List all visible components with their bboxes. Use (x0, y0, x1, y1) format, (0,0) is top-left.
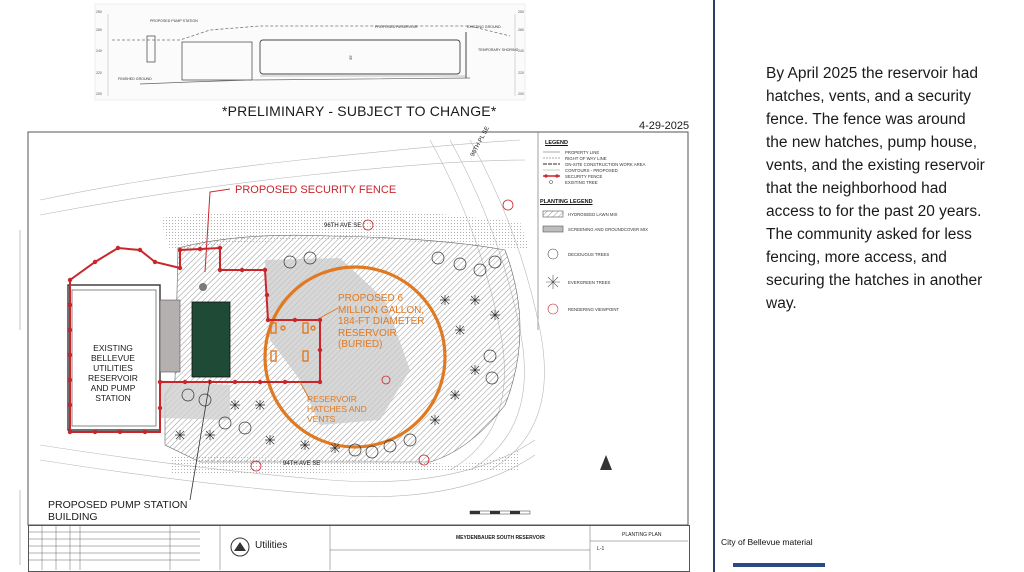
legend-item: CONTOURS - PROPOSED (565, 168, 618, 173)
svg-text:260: 260 (96, 28, 102, 32)
plan-date: 4-29-2025 (639, 120, 690, 132)
title-block-project-name: MEYDENBAUER SOUTH RESERVOIR (456, 535, 545, 541)
planting-legend-item: DECIDUOUS TREES (568, 252, 610, 257)
title-block-sheet-title: PLANTING PLAN (622, 532, 662, 538)
label-proposed-pump-station-building: PROPOSED PUMP STATION BUILDING (48, 499, 188, 523)
planting-legend-title: PLANTING LEGEND (540, 199, 593, 205)
svg-text:35': 35' (348, 54, 353, 60)
proposed-pump-station-building (192, 302, 230, 377)
title-block-sheet-number: L-1 (597, 546, 605, 552)
section-label-finished-ground: FINISHED GROUND (118, 77, 152, 81)
image-credit: City of Bellevue material (721, 537, 813, 547)
legend-item: PROPERTY LINE (565, 150, 600, 155)
svg-text:250: 250 (518, 10, 524, 14)
legend-item: ON-SITE CONSTRUCTION WORK AREA (565, 162, 646, 167)
label-proposed-reservoir: PROPOSED 6 MILLION GALLON, 184-FT DIAMETER RESERVOIR (BURIED) (338, 293, 425, 350)
svg-text:250: 250 (96, 10, 102, 14)
svg-text:220: 220 (96, 71, 102, 75)
svg-text:240: 240 (96, 49, 102, 53)
svg-text:260: 260 (518, 28, 524, 32)
svg-text:220: 220 (518, 71, 524, 75)
section-label-pump: PROPOSED PUMP STATION (150, 19, 198, 23)
legend-title: LEGEND (545, 140, 568, 146)
legend-item: RIGHT OF WAY LINE (565, 156, 607, 161)
label-street-94th: 94TH AVE SE (283, 461, 321, 467)
svg-text:200: 200 (96, 92, 102, 96)
label-existing-reservoir: EXISTING BELLEVUE UTILITIES RESERVOIR AND PUMP STATION (88, 343, 138, 403)
label-proposed-security-fence: PROPOSED SECURITY FENCE (235, 184, 397, 196)
planting-legend-item: EVERGREEN TREES (568, 280, 611, 285)
svg-text:240: 240 (518, 49, 524, 53)
slide-divider (713, 0, 715, 572)
section-label-reservoir: PROPOSED RESERVOIR (375, 25, 418, 29)
preliminary-note: *PRELIMINARY - SUBJECT TO CHANGE* (222, 103, 497, 119)
legend-item: SECURITY FENCE (565, 174, 603, 179)
section-label-shoring: TEMPORARY SHORING (478, 48, 519, 52)
label-hatches-and-vents: RESERVOIR HATCHES AND VENTS (307, 394, 367, 424)
slide-commentary-text: By April 2025 the reservoir had hatches, vents, and a security fence. The fence was around the new hatches, pump house, vents, and the existing reservoir that the neighborhood had access to for the past 20 years. The community asked for less fencing, more access, and securing the hatches in another way. (766, 65, 985, 312)
legend-item: EXISTING TREE (565, 180, 598, 185)
planting-legend-item: SCREENING AND GROUNDCOVER MIX (568, 227, 648, 232)
svg-text:200: 200 (518, 92, 524, 96)
footer-accent-bar (733, 563, 825, 567)
drawing-title-block (28, 525, 690, 572)
title-block-agency: Utilities (255, 540, 288, 551)
planting-legend-item: HYDROSEED LAWN MIX (568, 212, 618, 217)
planting-legend-item: RENDERING VIEWPOINT (568, 307, 620, 312)
label-street-96th: 96TH AVE SE (324, 223, 362, 229)
section-label-existing-ground: EXISTING GROUND (467, 25, 501, 29)
plan-legend (540, 135, 690, 325)
label-street-98th: 98TH PL SE (470, 125, 491, 158)
